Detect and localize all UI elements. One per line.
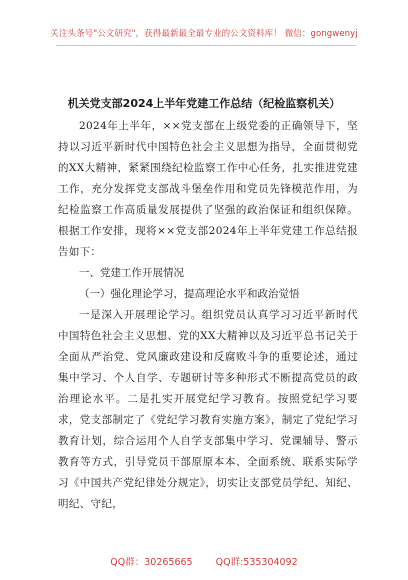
- intro-paragraph: 2024年上半年，××党支部在上级党委的正确领导下，坚持以习近平新时代中国特色社会主义思想为指导，全面贯彻党的XX大精神，紧紧围绕纪检监察工作中心任务，扎实推进党建工作，充分发挥党支部战斗堡垒作用和党员先锋模范作用，为纪检监察工作高质量发展提供了坚强的政治保证和组织保障。根据工作安排，现将××党支部2024年上半年党建工作总结报告如下：: [58, 120, 358, 258]
- footer-qq-group-1: QQ群：30265665: [110, 557, 193, 568]
- footer-qq-group-2: QQ群:535304092: [215, 557, 298, 568]
- section-heading-1: 一、党建工作开展情况: [79, 267, 184, 279]
- header-promo-note: 关注头条号"公文研究"，获得最新最全最专业的公文资料库！ 微信：gongwenyj: [50, 29, 358, 39]
- subsection-heading-1: （一）强化理论学习，提高理论水平和政治觉悟: [79, 288, 300, 300]
- body-paragraph-1: 一是深入开展理论学习。组织党员认真学习习近平新时代中国特色社会主义思想、党的XX大精神以及习近平总书记关于全面从严治党、党风廉政建设和反腐败斗争的重要论述，通过集中学习、个人自学、专题研讨等多种形式不断提高党员的政治理论水平。二是扎实开展党纪学习教育。按照党纪学习要求，党支部制定了《党纪学习教育实施方案》，制定了党纪学习教育计划，综合运用个人自学支部集中学习、党课辅导、警示教育等方式，引导党员干部原原本本、全面系统、联系实际学习《中国共产党纪律处分规定》，切实让支部党员学纪、知纪、明纪、守纪，: [58, 309, 358, 510]
- header-divider: [56, 45, 356, 46]
- footer-contact: [0, 554, 408, 568]
- document-body: [58, 116, 358, 515]
- document-title: 机关党支部2024上半年党建工作总结（纪检监察机关）: [67, 97, 341, 110]
